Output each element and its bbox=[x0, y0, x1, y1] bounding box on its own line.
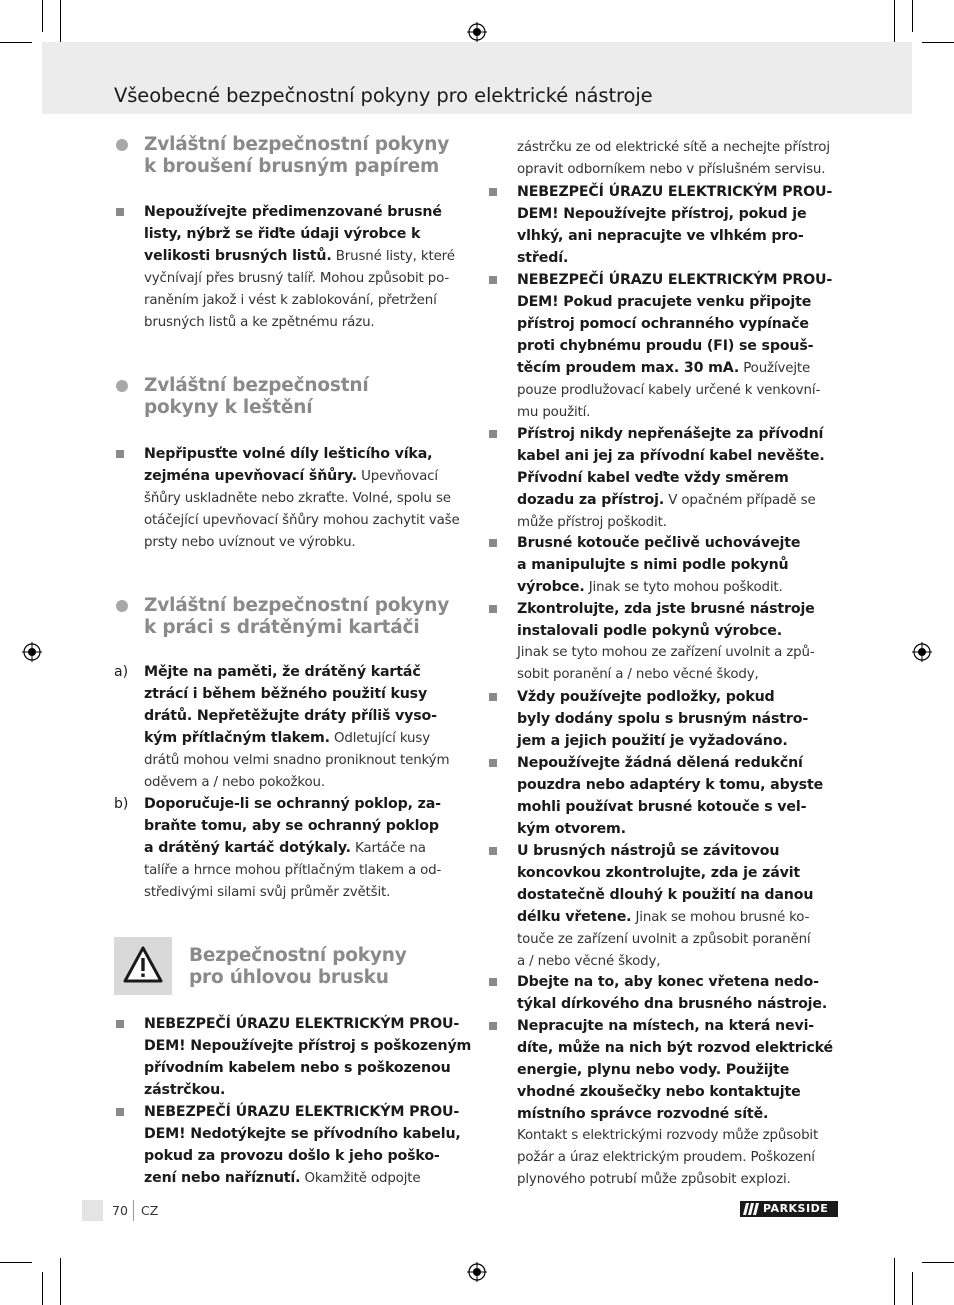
list-item: NEBEZPEČÍ ÚRAZU ELEKTRICKÝM PROU- DEM! Pokud pracujete venku připojte přístroj pomocí ochranného vypínače proti chybnému proudu (FI) se spouš- těcím proudem max. 30 mA. Používejte pouze prodlužovací kabely určené k venkovní- mu použití. bbox=[517, 272, 833, 420]
crop-mark bbox=[894, 1258, 895, 1305]
list-bullet-icon bbox=[489, 539, 497, 547]
footer-divider bbox=[133, 1200, 134, 1221]
section-bullet-icon bbox=[116, 600, 128, 612]
list-bullet-icon bbox=[489, 276, 497, 284]
list-bullet-icon bbox=[116, 450, 124, 458]
section-heading-wire-brushes: Zvláštní bezpečnostní pokyny k práci s drátěnými kartáči bbox=[144, 595, 450, 638]
language-code: CZ bbox=[141, 1203, 159, 1218]
warning-box bbox=[114, 937, 172, 995]
list-bullet-icon bbox=[116, 1108, 124, 1116]
list-bullet-icon bbox=[489, 693, 497, 701]
list-item: Brusné kotouče pečlivě uchovávejte a manipulujte s nimi podle pokynů výrobce. Jinak se tyto mohou poškodit. bbox=[517, 535, 801, 595]
list-label: b) bbox=[114, 796, 129, 812]
crop-mark bbox=[60, 1258, 61, 1305]
list-item: U brusných nástrojů se závitovou koncovkou zkontrolujte, zda je závit dostatečně dlouhý k použití na danou délku vřetene. Jinak se mohou brusné ko- touče ze zařízení uvolnit a způsobit poranění a / nebo věcné škody, bbox=[517, 843, 814, 969]
crop-mark bbox=[912, 1272, 913, 1305]
list-item: Zkontrolujte, zda jste brusné nástroje instalovali podle pokynů výrobce. Jinak se tyto mohou ze zařízení uvolnit a způ- sobit poranění a / nebo věcné škody, bbox=[517, 601, 815, 682]
continuation-text: zástrčku ze od elektrické sítě a nechejte přístroj opravit odborníkem nebo v příslušném servisu. bbox=[517, 140, 830, 177]
list-item: NEBEZPEČÍ ÚRAZU ELEKTRICKÝM PROU- DEM! Nedotýkejte se přívodního kabelu, pokud za provozu došlo k jeho poško- zení nebo naříznutí. Okamžitě odpojte bbox=[144, 1104, 461, 1186]
section-heading-angle-grinder: Bezpečnostní pokyny pro úhlovou brusku bbox=[189, 945, 407, 988]
crop-mark bbox=[912, 0, 913, 32]
list-item: Mějte na paměti, že drátěný kartáč ztrácí i během běžného použití kusy drátů. Nepřetěžujte dráty příliš vyso- kým přítlačným tlakem. Odletující kusy drátů mohou velmi snadno proniknout tenkým oděvem a / nebo pokožkou. bbox=[144, 664, 450, 790]
crop-mark bbox=[0, 1262, 32, 1263]
crop-mark bbox=[922, 1262, 954, 1263]
crop-mark bbox=[922, 42, 954, 43]
list-item: Přístroj nikdy nepřenášejte za přívodní kabel ani jej za přívodní kabel nevěšte. Přívodní kabel veďte vždy směrem dozadu za přístroj. V opačném případě se může přístroj poškodit. bbox=[517, 426, 825, 530]
list-bullet-icon bbox=[489, 847, 497, 855]
list-item: Nepoužívejte žádná dělená redukční pouzdra nebo adaptéry k tomu, abyste mohli používat brusné kotouče s vel- kým otvorem. bbox=[517, 755, 824, 837]
warning-triangle-icon bbox=[114, 937, 172, 995]
list-item: Doporučuje-li se ochranný poklop, za- braňte tomu, aby se ochranný poklop a drátěný kartáč dotýkaly. Kartáče na talíře a hrnce mohou přítlačným tlakem a od- středivými silami svůj průměr zvětšit. bbox=[144, 796, 442, 900]
section-bullet-icon bbox=[116, 380, 128, 392]
crop-mark bbox=[894, 0, 895, 48]
list-bullet-icon bbox=[489, 188, 497, 196]
registration-mark-icon bbox=[22, 642, 42, 662]
list-item: Dbejte na to, aby konec vřetena nedo- týkal dírkového dna brusného nástroje. bbox=[517, 974, 828, 1012]
list-bullet-icon bbox=[489, 430, 497, 438]
list-item: Vždy používejte podložky, pokud byly dodány spolu s brusným nástro- jem a jejich použití je vyžadováno. bbox=[517, 689, 809, 749]
footer-marker bbox=[82, 1200, 103, 1221]
page-title: Všeobecné bezpečnostní pokyny pro elektrické nástroje bbox=[114, 84, 653, 107]
list-bullet-icon bbox=[489, 978, 497, 986]
crop-mark bbox=[42, 0, 43, 32]
section-heading-polishing: Zvláštní bezpečnostní pokyny k leštění bbox=[144, 375, 369, 418]
page-number: 70 bbox=[112, 1203, 128, 1218]
brand-name: PARKSIDE bbox=[763, 1202, 829, 1215]
registration-mark-icon bbox=[467, 22, 487, 42]
list-bullet-icon bbox=[116, 208, 124, 216]
section-heading-sanding: Zvláštní bezpečnostní pokyny k broušení brusným papírem bbox=[144, 134, 450, 177]
list-bullet-icon bbox=[116, 1020, 124, 1028]
crop-mark bbox=[60, 0, 61, 48]
crop-mark bbox=[42, 1272, 43, 1305]
section-bullet-icon bbox=[116, 139, 128, 151]
list-bullet-icon bbox=[489, 1022, 497, 1030]
list-item: Nepřipusťte volné díly lešticího víka, zejména upevňovací šňůry. Upevňovací šňůry uskladněte nebo zkraťte. Volné, spolu se otáčející upevňovací šňůry mohou zachytit vaše prsty nebo uvíznout ve výrobku. bbox=[144, 446, 460, 550]
list-item: Nepoužívejte předimenzované brusné listy, nýbrž se řiďte údaji výrobce k velikosti brusných listů. Brusné listy, které vyčnívají přes brusný talíř. Mohou způsobit po- raněním jakož i vést k zablokování, přetržení brusných listů a ke zpětnému rázu. bbox=[144, 204, 455, 330]
brand-logo bbox=[740, 1201, 838, 1217]
registration-mark-icon bbox=[912, 642, 932, 662]
list-label: a) bbox=[114, 664, 129, 680]
list-bullet-icon bbox=[489, 759, 497, 767]
brand-stripes-icon bbox=[743, 1203, 759, 1215]
crop-mark bbox=[0, 42, 32, 43]
registration-mark-icon bbox=[467, 1262, 487, 1282]
list-item: Nepracujte na místech, na která nevi- díte, může na nich být rozvod elektrické energie, plynu nebo vody. Použijte vhodné zkoušečky nebo kontaktujte místního správce rozvodné sítě. Kontakt s elektrickými rozvody může způsobit požár a úraz elektrickým proudem. Poškození plynového potrubí může způsobit explozi. bbox=[517, 1018, 833, 1187]
list-bullet-icon bbox=[489, 605, 497, 613]
list-item: NEBEZPEČÍ ÚRAZU ELEKTRICKÝM PROU- DEM! Nepoužívejte přístroj s poškozeným přívodním kabelem nebo s poškozenou zástrčkou. bbox=[144, 1016, 472, 1098]
list-item: NEBEZPEČÍ ÚRAZU ELEKTRICKÝM PROU- DEM! Nepoužívejte přístroj, pokud je vlhký, ani nepracujte ve vlhkém pro- středí. bbox=[517, 184, 833, 266]
